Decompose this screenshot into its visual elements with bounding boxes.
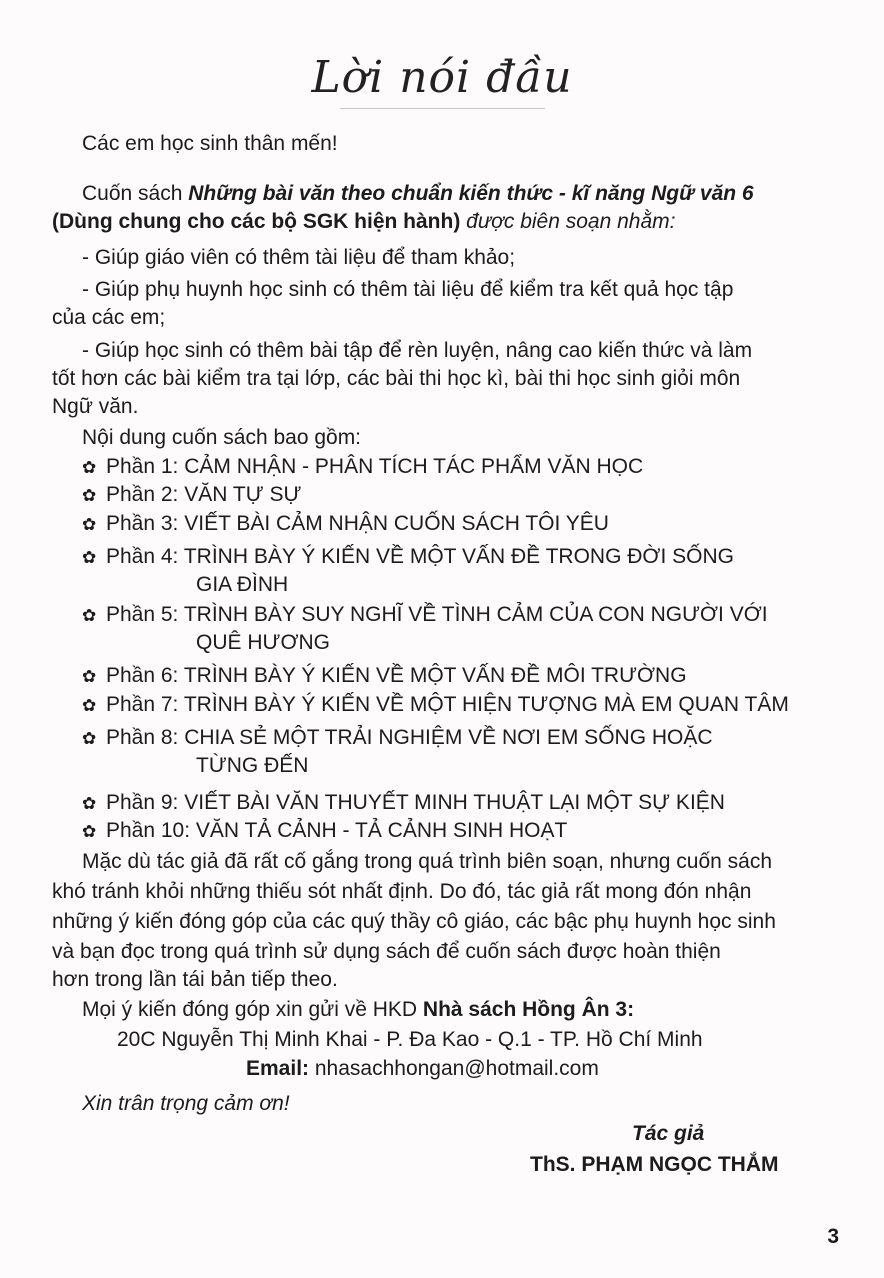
flower-icon: ✿ — [82, 822, 97, 841]
page-number: 3 — [827, 1225, 839, 1248]
part-9-label: Phần 9: VIẾT BÀI VĂN THUYẾT MINH THUẬT LẠI MỘT SỰ KIỆN — [106, 791, 725, 814]
closing-line-4: và bạn đọc trong quá trình sử dụng sách để cuốn sách được hoàn thiện — [52, 940, 721, 963]
shop-address: 20C Nguyễn Thị Minh Khai - P. Đa Kao - Q.1 - TP. Hồ Chí Minh — [117, 1028, 703, 1051]
thanks: Xin trân trọng cảm ơn! — [82, 1092, 290, 1115]
part-5-label: Phần 5: TRÌNH BÀY SUY NGHĨ VỀ TÌNH CẢM CỦA CON NGƯỜI VỚI — [106, 603, 768, 626]
flower-icon: ✿ — [82, 606, 97, 625]
closing-line-2: khó tránh khỏi những thiếu sót nhất định. Do đó, tác giả rất mong đón nhận — [52, 880, 752, 903]
part-5-continued: QUÊ HƯƠNG — [196, 631, 330, 654]
intro-line-2 — [52, 209, 675, 235]
contact-lead: Mọi ý kiến đóng góp xin gửi về HKD — [82, 998, 423, 1021]
shop-name: Nhà sách Hồng Ân 3: — [422, 998, 635, 1021]
flower-icon: ✿ — [82, 548, 97, 567]
part-1-label: Phần 1: CẢM NHẬN - PHÂN TÍCH TÁC PHẨM VĂN HỌC — [106, 455, 644, 478]
greeting: Các em học sinh thân mến! — [82, 132, 338, 155]
purpose-a: - Giúp giáo viên có thêm tài liệu để tham khảo; — [82, 246, 516, 269]
flower-icon: ✿ — [82, 696, 97, 715]
part-8 — [82, 725, 713, 752]
purpose-c-line-3: Ngữ văn. — [52, 395, 139, 418]
signature-role: Tác giả — [632, 1122, 705, 1145]
purpose-b-line-2: của các em; — [52, 306, 166, 329]
part-9 — [82, 790, 725, 817]
book-title: Những bài văn theo chuẩn kiến thức - kĩ năng Ngữ văn 6 — [188, 182, 754, 205]
closing-line-3: những ý kiến đóng góp của các quý thầy cô giáo, các bậc phụ huynh học sinh — [52, 910, 776, 933]
part-1 — [82, 454, 643, 481]
part-10-label: Phần 10: VĂN TẢ CẢNH - TẢ CẢNH SINH HOẠT — [106, 819, 568, 842]
page-title: Lời nói đầu — [311, 52, 573, 103]
purpose-b-line-1: - Giúp phụ huynh học sinh có thêm tài liệu để kiểm tra kết quả học tập — [82, 278, 734, 301]
part-4-label: Phần 4: TRÌNH BÀY Ý KIẾN VỀ MỘT VẤN ĐỀ TRONG ĐỜI SỐNG — [106, 545, 734, 568]
part-8-label: Phần 8: CHIA SẺ MỘT TRẢI NGHIỆM VỀ NƠI EM SỐNG HOẶC — [106, 726, 713, 749]
email-address: nhasachhongan@hotmail.com — [309, 1057, 599, 1080]
flower-icon: ✿ — [82, 458, 97, 477]
part-8-continued: TỪNG ĐẾN — [196, 754, 309, 777]
part-2-label: Phần 2: VĂN TỰ SỰ — [106, 483, 302, 506]
flower-icon: ✿ — [82, 667, 97, 686]
contact-line — [82, 997, 634, 1023]
email-line — [246, 1056, 599, 1082]
part-4 — [82, 544, 734, 571]
flower-icon: ✿ — [82, 515, 97, 534]
title-underline — [340, 108, 545, 109]
intro-line-1 — [82, 181, 754, 207]
part-2 — [82, 482, 301, 509]
contents-intro: Nội dung cuốn sách bao gồm: — [82, 426, 362, 449]
flower-icon: ✿ — [82, 794, 97, 813]
purpose-c-line-2: tốt hơn các bài kiểm tra tại lớp, các bài thi học kì, bài thi học sinh giỏi môn — [52, 367, 741, 390]
part-10 — [82, 818, 567, 845]
part-3 — [82, 511, 609, 538]
signature-name: ThS. PHẠM NGỌC THẮM — [530, 1153, 779, 1176]
part-6-label: Phần 6: TRÌNH BÀY Ý KIẾN VỀ MỘT VẤN ĐỀ MÔI TRƯỜNG — [106, 664, 687, 687]
part-4-continued: GIA ĐÌNH — [196, 573, 289, 596]
intro-start: Cuốn sách — [82, 182, 189, 205]
flower-icon: ✿ — [82, 486, 97, 505]
part-6 — [82, 663, 687, 690]
closing-line-1: Mặc dù tác giả đã rất cố gắng trong quá trình biên soạn, nhưng cuốn sách — [82, 850, 773, 873]
part-5 — [82, 602, 768, 629]
part-3-label: Phần 3: VIẾT BÀI CẢM NHẬN CUỐN SÁCH TÔI YÊU — [106, 512, 609, 535]
part-7-label: Phần 7: TRÌNH BÀY Ý KIẾN VỀ MỘT HIỆN TƯỢNG MÀ EM QUAN TÂM — [106, 693, 789, 716]
flower-icon: ✿ — [82, 729, 97, 748]
email-label: Email: — [246, 1057, 310, 1080]
closing-line-5: hơn trong lần tái bản tiếp theo. — [52, 968, 338, 991]
purpose-c-line-1: - Giúp học sinh có thêm bài tập để rèn luyện, nâng cao kiến thức và làm — [82, 339, 753, 362]
part-7 — [82, 692, 789, 719]
intro-rest: được biên soạn nhằm: — [460, 210, 676, 233]
intro-bold: (Dùng chung cho các bộ SGK hiện hành) — [52, 210, 461, 233]
